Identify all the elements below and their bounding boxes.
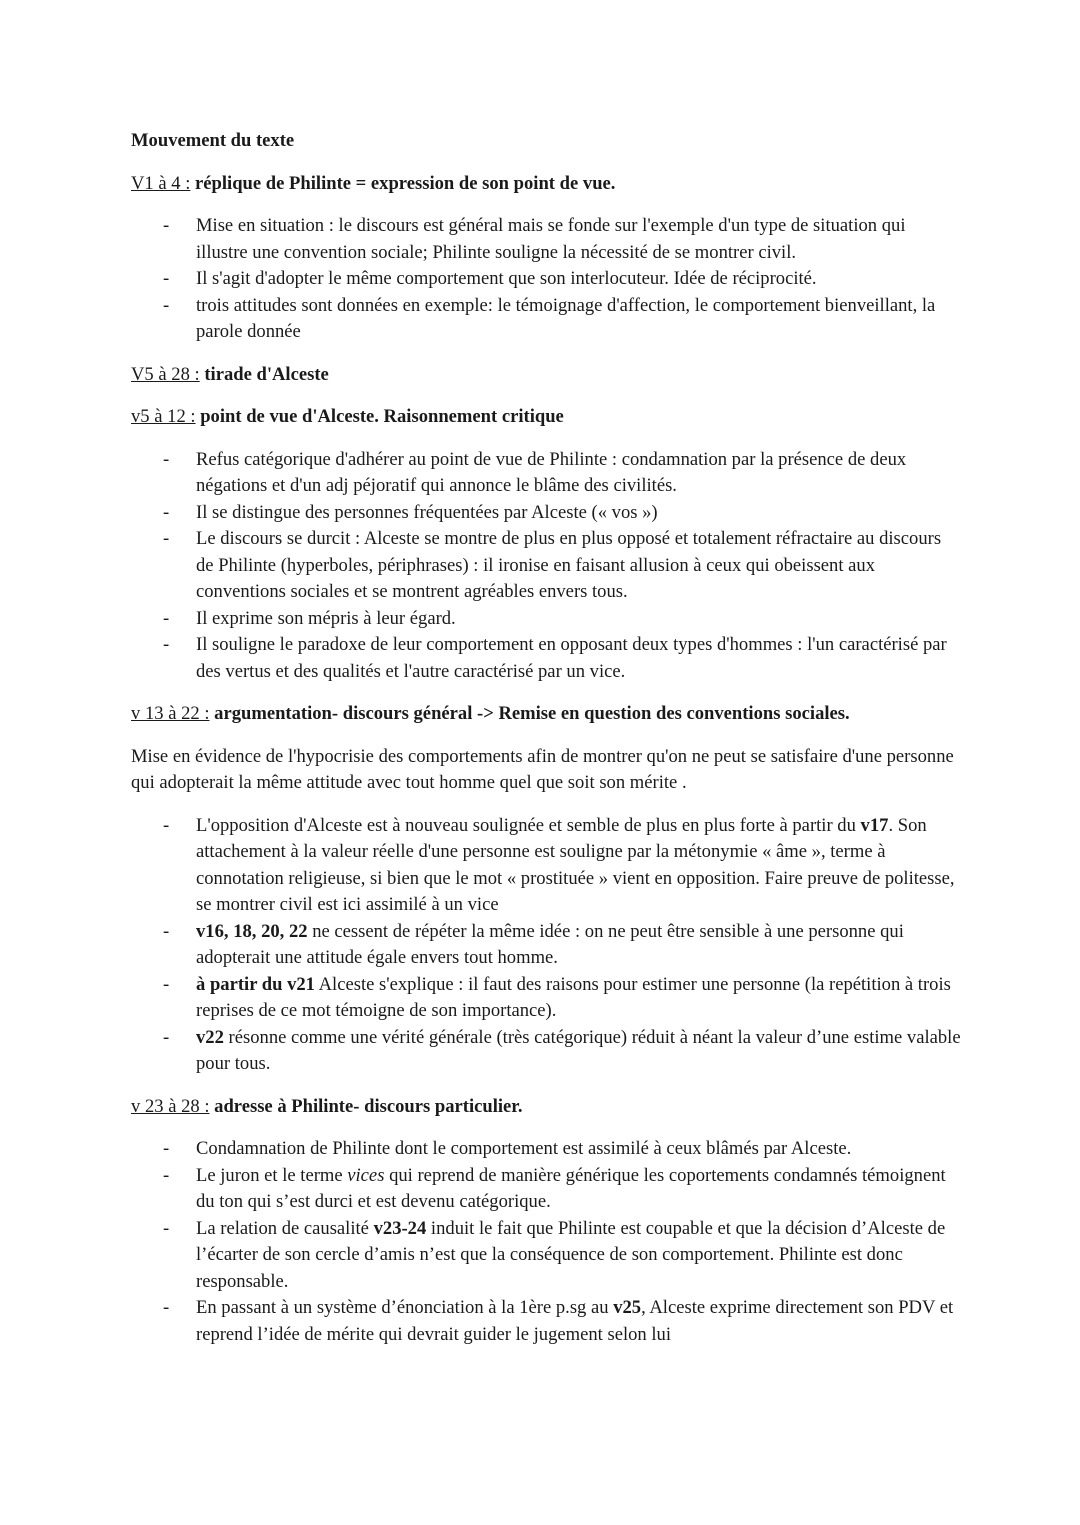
bullet-item — [131, 1295, 961, 1348]
text-run: Condamnation de Philinte dont le comportement est assimilé à ceux blâmés par Alceste. — [196, 1138, 852, 1159]
bullet-item — [131, 293, 961, 346]
bullet-list — [131, 1136, 961, 1348]
bullet-item — [131, 447, 961, 500]
bullet-item — [131, 919, 961, 972]
bullet-list — [131, 213, 961, 346]
text-run: Il exprime son mépris à leur égard. — [196, 607, 456, 629]
text-run: trois attitudes sont données en exemple: le témoignage d'affection, le comportement bienveillant, la parole donnée — [196, 294, 936, 342]
verse-reference: V5 à 28 : — [131, 363, 200, 385]
verse-reference: v5 à 12 : — [131, 406, 196, 427]
bullet-item — [131, 526, 961, 606]
text-run: Alceste s'explique : il faut des raisons pour estimer une personne (la repétition à trois reprises de ce mot témoigne de son importance). — [196, 973, 951, 1021]
section-heading-text: point de vue d'Alceste. Raisonnement critique — [195, 406, 564, 427]
document-title: Mouvement du texte — [131, 130, 295, 151]
bold-text: v22 — [196, 1026, 224, 1048]
bullet-item — [131, 500, 961, 527]
bullet-item — [131, 813, 961, 919]
bullet-item — [131, 266, 961, 293]
section-heading — [131, 1094, 961, 1121]
section-heading — [131, 171, 961, 198]
text-run: En passant à un système d’énonciation à la 1ère p.sg au — [196, 1297, 614, 1318]
bullet-item — [131, 1136, 961, 1163]
bullet-item — [131, 632, 961, 685]
italic-text: vices — [347, 1164, 385, 1186]
section-heading — [131, 701, 961, 728]
text-run: Il se distingue des personnes fréquentées par Alceste (« vos ») — [196, 501, 658, 523]
text-run: résonne comme une vérité générale (très catégorique) réduit à néant la valeur d’une estime valable pour tous. — [196, 1026, 961, 1074]
text-run: Le discours se durcit : Alceste se montre de plus en plus opposé et totalement réfractaire au discours de Philinte (hyperboles, périphrases) : il ironise en faisant allusion à ceux qui obeissent aux conventions sociales et se montrent agréables envers tous. — [196, 528, 942, 602]
verse-reference: v 13 à 22 : — [131, 703, 210, 724]
section-heading-text: adresse à Philinte- discours particulier. — [209, 1095, 523, 1117]
text-run: Mise en situation : le discours est général mais se fonde sur l'exemple d'un type de situation qui illustre une convention sociale; Philinte souligne la nécessité de se montrer civil. — [196, 215, 906, 263]
bold-text: v16, 18, 20, 22 — [196, 920, 308, 942]
bold-text: v17 — [860, 814, 889, 836]
text-run: ne cessent de répéter la même idée : on ne peut être sensible à une personne qui adopterait une attitude égale envers tout homme. — [196, 920, 904, 968]
section-heading — [131, 404, 961, 431]
text-run: qui reprend de manière générique les coportements condamnés témoignent du ton qui s’est durci et est devenu catégorique. — [196, 1164, 946, 1212]
bullet-list — [131, 447, 961, 686]
text-run: Le juron et le terme — [196, 1164, 348, 1186]
bullet-list — [131, 813, 961, 1078]
verse-reference: V1 à 4 : — [131, 172, 191, 194]
text-run: La relation de causalité — [196, 1217, 374, 1239]
bold-text: v25 — [613, 1297, 642, 1318]
bold-text: v23-24 — [373, 1217, 427, 1239]
sections-container — [131, 171, 961, 1349]
text-run: induit le fait que Philinte est coupable et que la décision d’Alceste de l’écarter de son cercle d’amis n’est que la conséquence de son comportement. Philinte est donc responsable. — [196, 1217, 946, 1292]
text-run: Refus catégorique d'adhérer au point de vue de Philinte : condamnation par la présence de deux négations et d'un adj péjoratif qui annonce le blâme des civilités. — [196, 448, 907, 496]
bullet-item — [131, 1025, 961, 1078]
section-paragraph: Mise en évidence de l'hypocrisie des comportements afin de montrer qu'on ne peut se satisfaire d'une personne qui adopterait la même attitude avec tout homme quel que soit son mérite . — [131, 745, 954, 793]
document-page — [131, 128, 961, 1364]
section-heading-text: argumentation- discours général -> Remise en question des conventions sociales. — [209, 703, 850, 724]
section-heading — [131, 362, 961, 389]
bullet-item — [131, 606, 961, 633]
verse-reference: v 23 à 28 : — [131, 1095, 210, 1117]
text-run: , Alceste exprime directement son PDV et reprend l’idée de mérite qui devrait guider le jugement selon lui — [196, 1297, 954, 1345]
text-run: L'opposition d'Alceste est à nouveau soulignée et semble de plus en plus forte à partir du — [196, 814, 861, 836]
text-run: . Son attachement à la valeur réelle d'une personne est souligne par la métonymie « âme », terme à connotation religieuse, si bien que le mot « prostituée » vient en opposition. Faire preuve de politesse, se montrer civil est ici assimilé à un vice — [196, 814, 955, 915]
bullet-item — [131, 1163, 961, 1216]
bullet-item — [131, 213, 961, 266]
bold-text: à partir du v21 — [196, 973, 315, 995]
bullet-item — [131, 1216, 961, 1296]
section-heading-text: réplique de Philinte = expression de son point de vue. — [190, 172, 616, 194]
text-run: Il s'agit d'adopter le même comportement que son interlocuteur. Idée de réciprocité. — [196, 268, 817, 289]
section-heading-text: tirade d'Alceste — [199, 363, 329, 385]
text-run: Il souligne le paradoxe de leur comportement en opposant deux types d'hommes : l'un caractérisé par des vertus et des qualités et l'autre caractérisé par un vice. — [196, 634, 947, 682]
bullet-item — [131, 972, 961, 1025]
